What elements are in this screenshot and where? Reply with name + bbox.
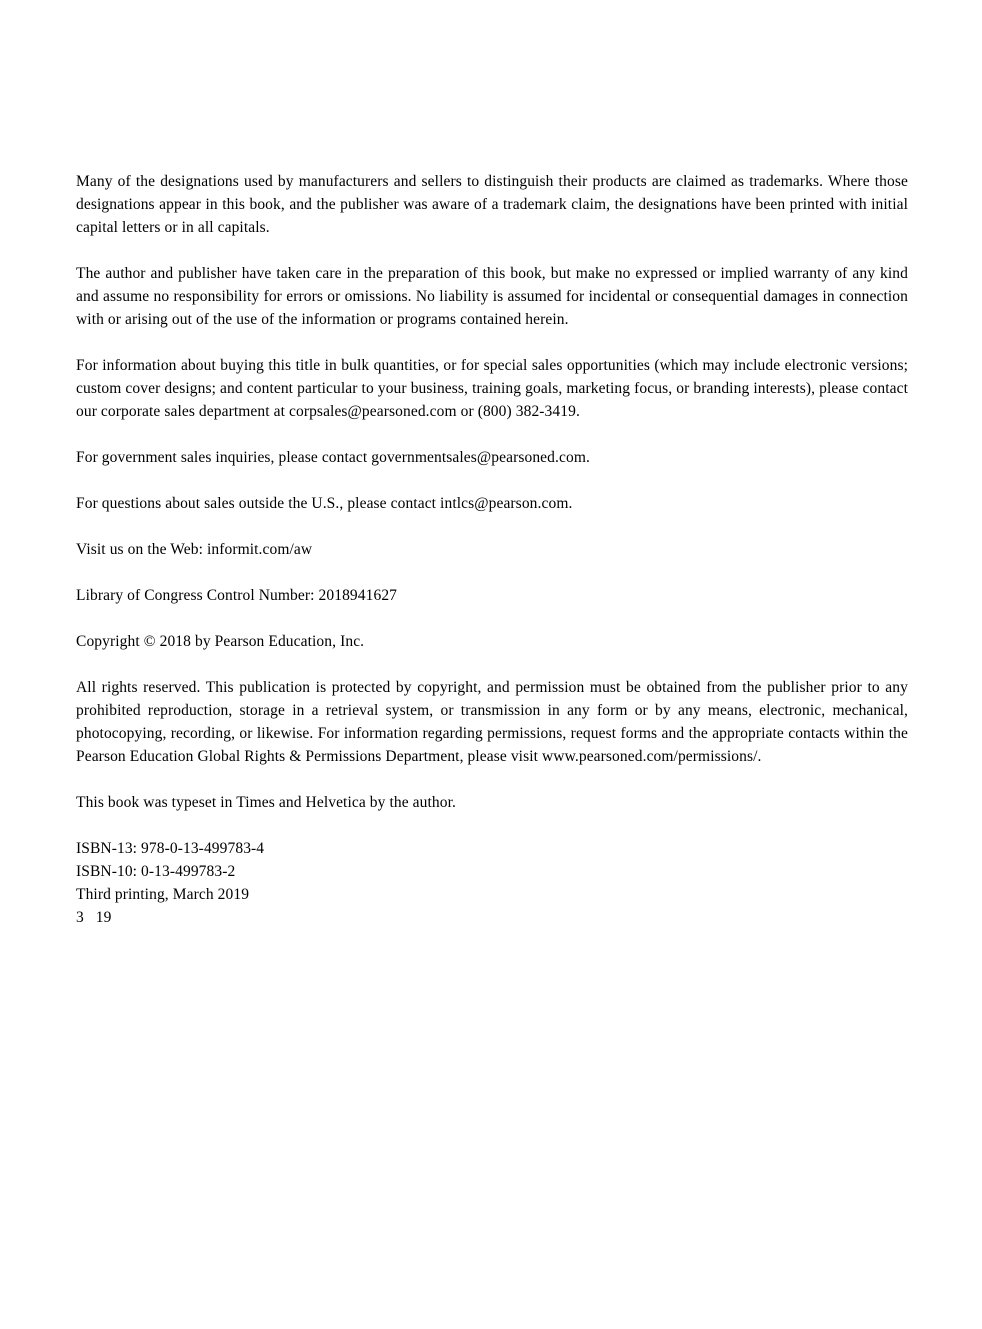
printing-code-line: 3 19 [76, 909, 112, 926]
paragraph-loc-control-number: Library of Congress Control Number: 2018941627 [76, 587, 398, 604]
isbn-13-line: ISBN-13: 978-0-13-499783-4 [76, 840, 265, 857]
paragraph-government-sales-contact: For government sales inquiries, please contact governmentsales@pearsoned.com. [76, 449, 590, 466]
isbn-10-line: ISBN-10: 0-13-499783-2 [76, 863, 236, 880]
paragraph-rights-reserved-notice: All rights reserved. This publication is protected by copyright, and permission must be obtained from the publisher prior to any prohibited reproduction, storage in a retrieval system, or transmission in any form or by any means, electronic, mechanical, photocopying, recording, or likewise. For information regarding permissions, request forms and the appropriate contacts within the Pearson Education Global Rights & Permissions Department, please visit www.pearsoned.com/permissions/. [76, 679, 908, 765]
paragraph-international-sales-contact: For questions about sales outside the U.S., please contact intlcs@pearson.com. [76, 495, 573, 512]
paragraph-copyright-notice: Copyright © 2018 by Pearson Education, Inc. [76, 633, 365, 650]
paragraph-typeset-note: This book was typeset in Times and Helvetica by the author. [76, 794, 457, 811]
paragraph-trademarks-notice: Many of the designations used by manufacturers and sellers to distinguish their products are claimed as trademarks. Where those designations appear in this book, and the publisher was aware of a trademark claim, the designations have been printed with initial capital letters or in all capitals. [76, 173, 908, 236]
paragraph-warranty-disclaimer: The author and publisher have taken care in the preparation of this book, but make no expressed or implied warranty of any kind and assume no responsibility for errors or omissions. No liability is assumed for incidental or consequential damages in connection with or arising out of the use of the information or programs contained herein. [76, 265, 908, 328]
printing-line: Third printing, March 2019 [76, 886, 250, 903]
colophon-block [76, 837, 908, 929]
paragraph-bulk-sales-info: For information about buying this title in bulk quantities, or for special sales opportunities (which may include electronic versions; custom cover designs; and content particular to your business, training goals, marketing focus, or branding interests), please contact our corporate sales department at corpsales@pearsoned.com or (800) 382-3419. [76, 357, 908, 420]
paragraph-web-address: Visit us on the Web: informit.com/aw [76, 541, 313, 558]
